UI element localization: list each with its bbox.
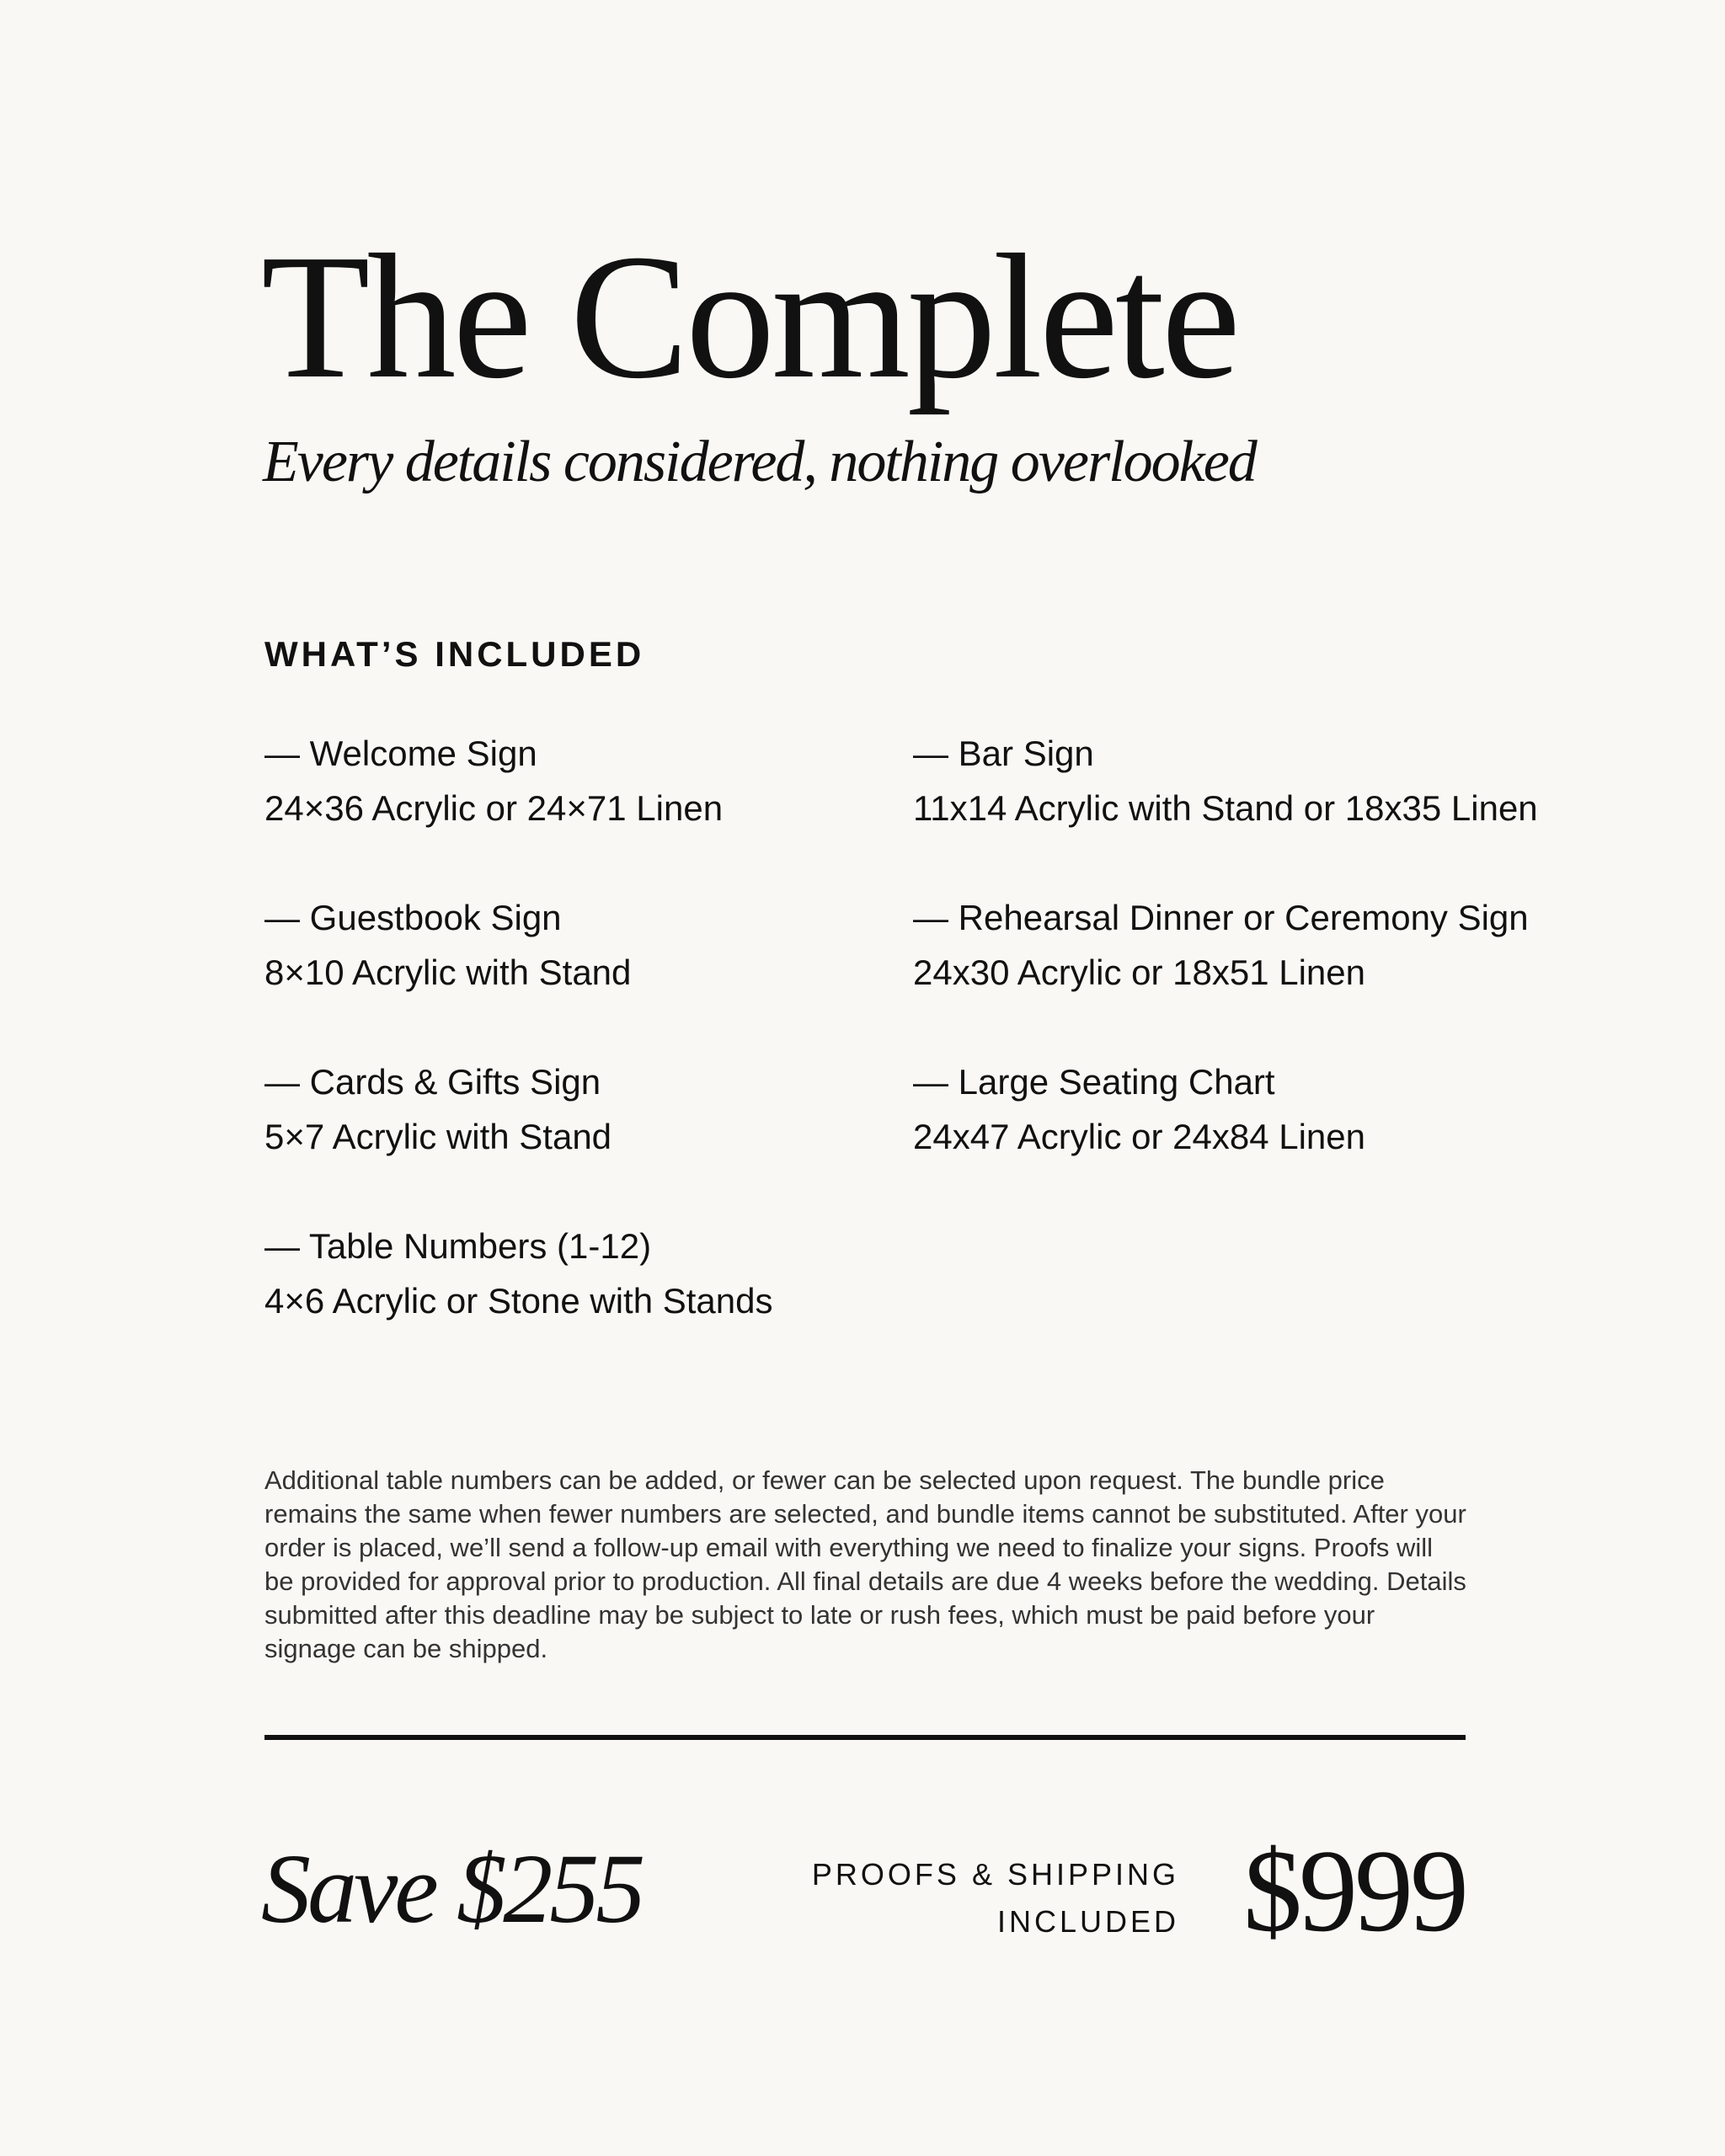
item-detail: 24×36 Acrylic or 24×71 Linen (264, 788, 724, 828)
item-detail: 5×7 Acrylic with Stand (264, 1117, 612, 1156)
list-item (913, 890, 1529, 1000)
included-heading: WHAT’S INCLUDED (264, 634, 645, 674)
item-detail: 11x14 Acrylic with Stand or 18x35 Linen (913, 788, 1538, 828)
item-name: — Guestbook Sign (264, 898, 562, 937)
list-item (264, 1054, 611, 1164)
proofs-shipping-line-1: PROOFS & SHIPPING (811, 1857, 1179, 1892)
proofs-shipping-label (812, 1851, 1179, 1945)
list-item (913, 726, 1538, 835)
item-name: — Rehearsal Dinner or Ceremony Sign (913, 898, 1529, 937)
item-detail: 4×6 Acrylic or Stone with Stands (264, 1281, 773, 1321)
item-name: — Cards & Gifts Sign (264, 1062, 601, 1102)
list-item (913, 1054, 1365, 1164)
list-item (264, 726, 723, 835)
item-name: — Table Numbers (1-12) (264, 1226, 652, 1266)
item-name: — Welcome Sign (264, 734, 537, 773)
item-detail: 24x47 Acrylic or 24x84 Linen (913, 1117, 1365, 1156)
page-subtitle: Every details considered, nothing overlooked (263, 430, 1256, 494)
list-item (264, 1219, 772, 1328)
list-item (264, 890, 631, 1000)
fine-print-note: Additional table numbers can be added, or fewer can be selected upon request. The bundle price remains the same when fewer numbers are selected, and bundle items cannot be substituted. After your order is placed, we’ll send a follow-up email with everything we need to finalize your signs. Proofs will be provided for approval prior to production. All final details are due 4 weeks before the wedding. Details submitted after this deadline may be subject to late or rush fees, which must be paid before your signage can be shipped. (264, 1465, 1466, 1663)
divider (264, 1735, 1466, 1740)
proofs-shipping-line-2: INCLUDED (996, 1904, 1179, 1939)
item-detail: 24x30 Acrylic or 18x51 Linen (913, 953, 1365, 992)
item-name: — Bar Sign (913, 734, 1094, 773)
item-name: — Large Seating Chart (913, 1062, 1275, 1102)
item-detail: 8×10 Acrylic with Stand (264, 953, 632, 992)
page-title: The Complete (261, 217, 1237, 415)
bundle-price: $999 (1243, 1826, 1466, 1956)
savings-text: Save $255 (261, 1833, 643, 1944)
